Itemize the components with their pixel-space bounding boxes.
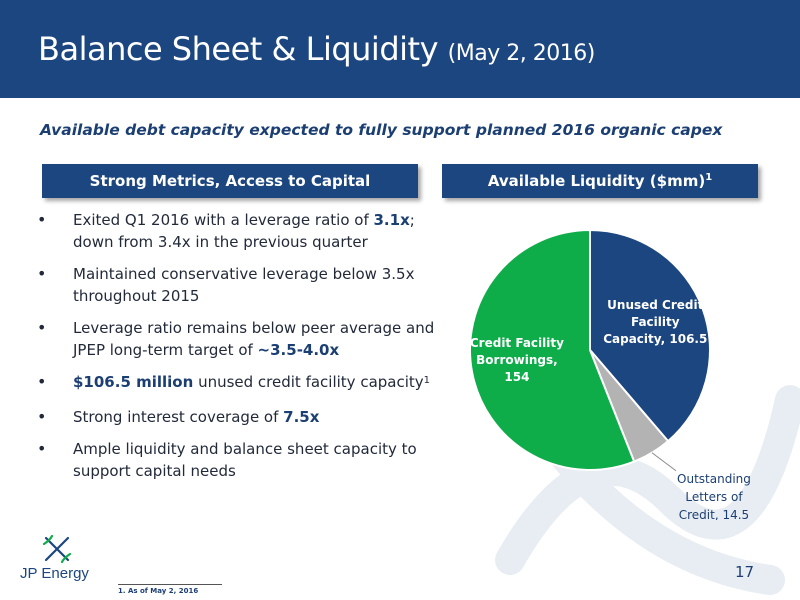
pie-label-line: Credit, 14.5 xyxy=(678,507,750,520)
bullet-highlight: $106.5 million xyxy=(73,373,194,391)
pie-label-line: Outstanding xyxy=(677,471,751,486)
bullet-item xyxy=(35,371,435,396)
pie-slices xyxy=(470,230,710,470)
bullet-item xyxy=(35,317,435,361)
pie-label-line: Capacity, 106.5 xyxy=(603,331,708,346)
slide-subtitle: Available debt capacity expected to fully support planned 2016 organic capex xyxy=(40,121,723,139)
bullet-text: ; down from 3.4x in the previous quarter xyxy=(73,211,415,251)
pie-label-line: 154 xyxy=(504,369,530,384)
slide-title xyxy=(38,30,595,68)
slide-title-date: (May 2, 2016) xyxy=(447,41,595,66)
bullet-text: Strong interest coverage of xyxy=(73,408,284,426)
bullet-item xyxy=(35,263,435,307)
right-panel-header-footnote-mark: 1 xyxy=(705,171,713,183)
bullet-item xyxy=(35,438,435,482)
pie-label-line: Unused Credit xyxy=(607,297,704,312)
logo-text: JP Energy xyxy=(20,565,89,582)
bullet-text: Maintained conservative leverage below 3.5x throughout 2015 xyxy=(73,265,415,305)
bullet-text: Ample liquidity and balance sheet capacity to support capital needs xyxy=(73,440,417,480)
right-panel-header-text: Available Liquidity ($mm) xyxy=(487,172,706,190)
title-bar xyxy=(0,0,800,98)
pie-label-line: Borrowings, xyxy=(476,352,558,367)
footnote-divider xyxy=(118,584,222,585)
bullet-text: Exited Q1 2016 with a leverage ratio of xyxy=(73,211,374,229)
bullet-text: unused credit facility capacity xyxy=(193,373,424,391)
slide-title-main: Balance Sheet & Liquidity xyxy=(38,30,438,68)
bullet-item xyxy=(35,209,435,253)
bullet-highlight: 3.1x xyxy=(373,211,410,229)
right-panel-header xyxy=(442,164,758,198)
metrics-bullet-list xyxy=(35,209,435,492)
footnote: 1. As of May 2, 2016 xyxy=(118,587,199,595)
page-number: 17 xyxy=(735,563,755,581)
pie-label-letters-of-credit xyxy=(677,472,751,520)
pie-leader-lines xyxy=(652,453,676,471)
bullet-footnote-mark: 1 xyxy=(423,375,431,386)
bullet-highlight: 7.5x xyxy=(283,408,320,426)
left-panel-header-text: Strong Metrics, Access to Capital xyxy=(89,172,371,190)
pie-label-line: Facility xyxy=(630,314,680,329)
left-panel-header xyxy=(42,164,418,198)
jp-energy-logo-icon xyxy=(40,534,74,564)
pie-leader-line xyxy=(652,453,676,471)
liquidity-pie-chart xyxy=(440,210,780,520)
pie-label-line: Letters of xyxy=(685,489,743,504)
bullet-text: Leverage ratio remains below peer average and JPEP long-term target of xyxy=(73,319,435,359)
bullet-item xyxy=(35,406,435,428)
bullet-highlight: ~3.5-4.0x xyxy=(257,341,340,359)
pie-label-line: Credit Facility xyxy=(469,335,564,350)
